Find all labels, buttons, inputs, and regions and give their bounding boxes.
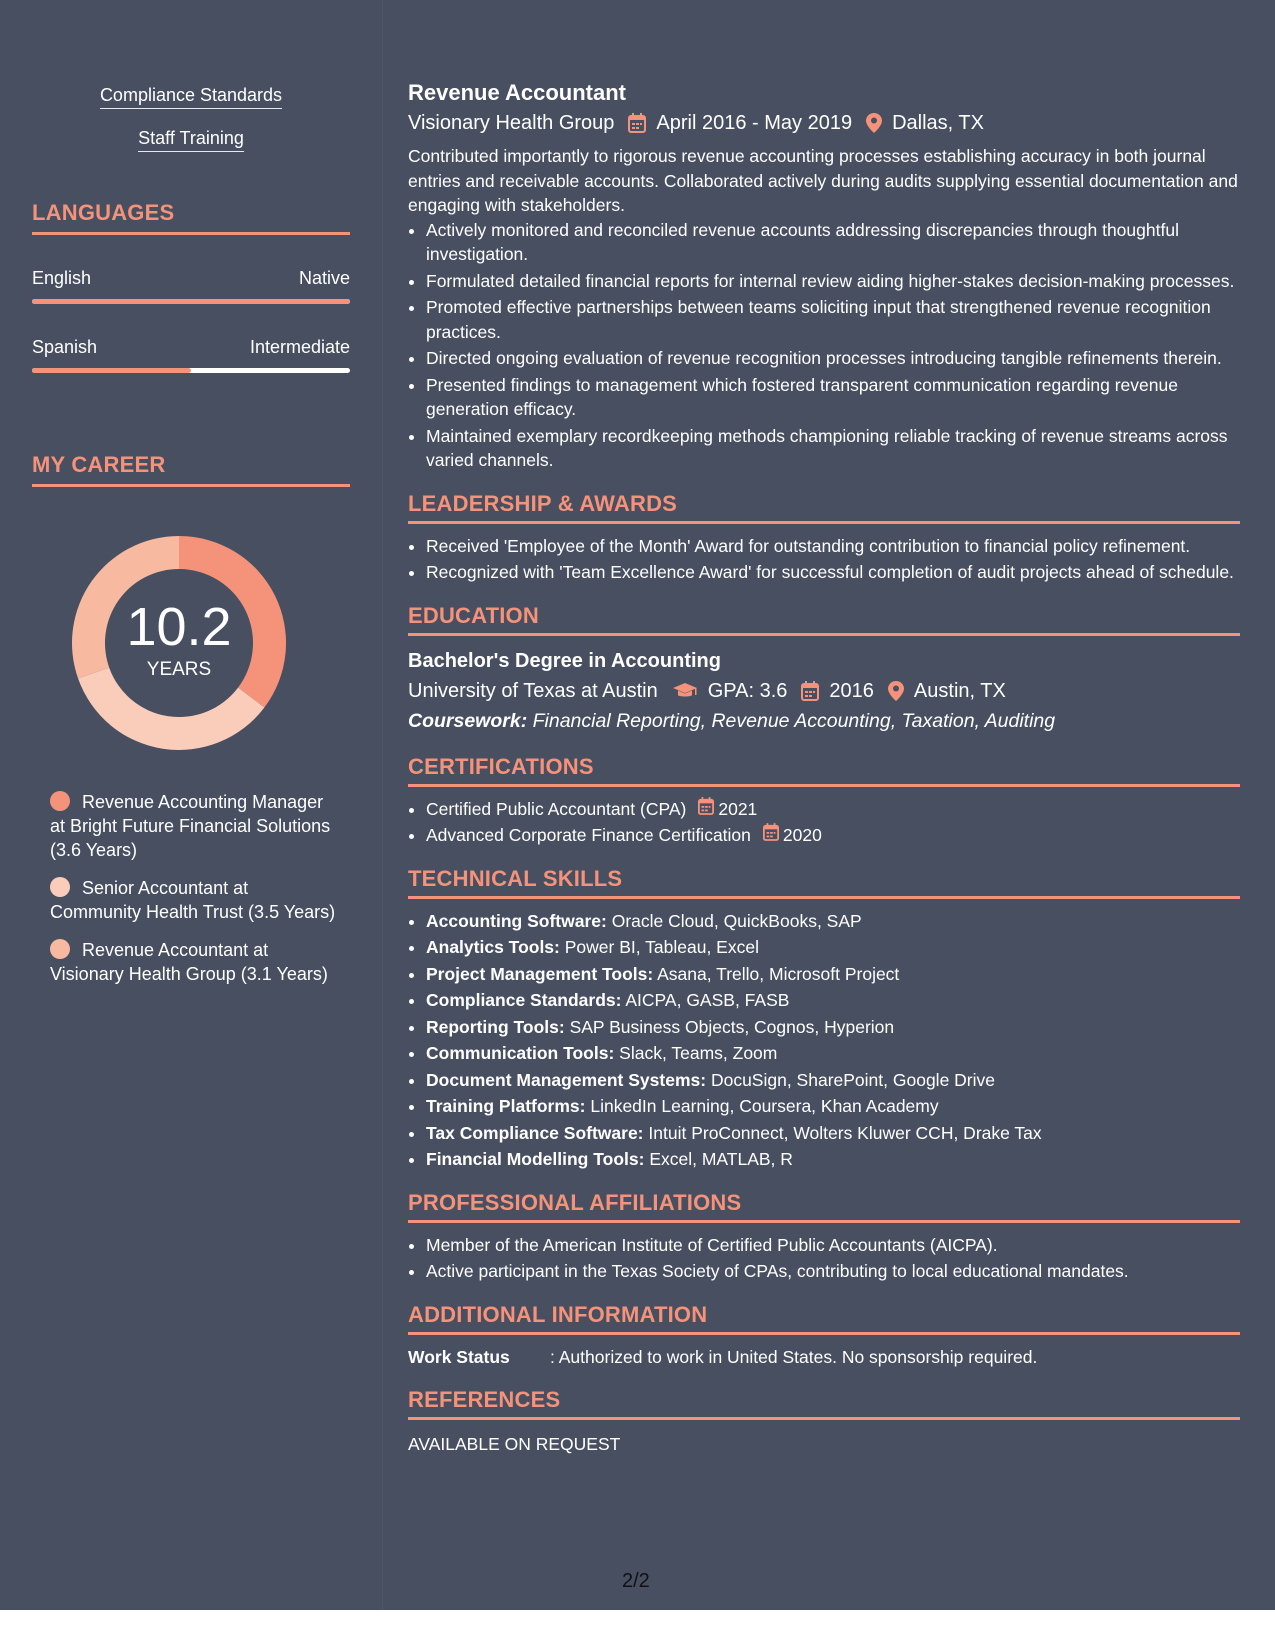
skill-item [426, 962, 1240, 987]
work-status-value: : Authorized to work in United States. No sponsorship required. [550, 1346, 1038, 1367]
skill-item [426, 988, 1240, 1013]
skill-label: Training Platforms: [426, 1096, 586, 1116]
graduation-cap-icon [672, 682, 698, 700]
leadership-item: • Received 'Employee of the Month' Award for outstanding contribution to financial policy refinement. [426, 534, 1240, 559]
affiliations-heading: PROFESSIONAL AFFILIATIONS [408, 1190, 1240, 1223]
main-content [408, 78, 1240, 1456]
career-donut-chart [66, 530, 292, 756]
graduation-year: 2016 [829, 679, 874, 702]
skill-value: AICPA, GASB, FASB [625, 990, 790, 1010]
career-legend [50, 790, 340, 1000]
education-location: Austin, TX [913, 679, 1006, 702]
language-bar-fill [32, 299, 350, 304]
job-location: Dallas, TX [892, 112, 984, 134]
skill-item [426, 1147, 1240, 1172]
skill-item [426, 1094, 1240, 1119]
skill-item [426, 1121, 1240, 1146]
skill-value: Power BI, Tableau, Excel [564, 937, 759, 957]
skill-label: Document Management Systems: [426, 1069, 707, 1090]
affiliation-item: • Active participant in the Texas Society of CPAs, contributing to local educational mandates. [426, 1259, 1240, 1284]
leadership-heading: LEADERSHIP & AWARDS [408, 491, 1240, 524]
skill-value: LinkedIn Learning, Coursera, Khan Academy [590, 1096, 939, 1116]
additional-info-heading: ADDITIONAL INFORMATION [408, 1302, 1240, 1335]
legend-dot [50, 939, 70, 959]
skill-item [426, 1041, 1240, 1066]
education-meta [408, 676, 1240, 706]
affiliation-item: • Member of the American Institute of Certified Public Accountants (AICPA). [426, 1233, 1240, 1258]
coursework-label: Coursework: [408, 709, 528, 732]
language-name: Spanish [32, 337, 98, 357]
skill-label: Financial Modelling Tools: [426, 1149, 645, 1169]
certifications-heading: CERTIFICATIONS [408, 754, 1240, 787]
career-legend-item [50, 876, 340, 924]
education-heading: EDUCATION [408, 603, 1240, 636]
certification-year: 2021 [718, 798, 758, 819]
skill-label: Accounting Software: [426, 910, 607, 931]
skill-value: Intuit ProConnect, Wolters Kluwer CCH, Drake Tax [648, 1122, 1042, 1143]
skill-value: Oracle Cloud, QuickBooks, SAP [611, 910, 862, 931]
skill-value: Excel, MATLAB, R [649, 1149, 793, 1169]
legend-label: Senior Accountant at Community Health Trust (3.5 Years) [50, 878, 336, 922]
coursework [408, 706, 1240, 736]
affiliations-list [408, 1233, 1240, 1284]
skill-label: Compliance Standards: [426, 990, 622, 1010]
tag-label: Compliance Standards [100, 84, 282, 109]
certification-item [426, 823, 1240, 848]
skill-item [426, 1068, 1240, 1093]
skill-label: Analytics Tools: [426, 937, 560, 957]
language-name: English [32, 268, 92, 288]
tag-staff-training[interactable] [32, 127, 350, 152]
column-divider [382, 0, 383, 1610]
skill-item [426, 1015, 1240, 1040]
skill-item [426, 909, 1240, 934]
job-meta [408, 108, 1240, 138]
job-summary: Contributed importantly to rigorous revenue accounting processes establishing accuracy in both journal entries and receivable accounts. Collaborated actively during audits supplying essential documentation and engaging with stakeholders. [408, 146, 1238, 215]
references-text: AVAILABLE ON REQUEST [408, 1433, 621, 1454]
legend-label: Revenue Accounting Manager at Bright Future Financial Solutions (3.6 Years) [50, 792, 331, 860]
calendar-icon [698, 797, 714, 822]
career-legend-item [50, 790, 340, 862]
leadership-item: • Recognized with 'Team Excellence Award' for successful completion of audit projects ahead of schedule. [426, 560, 1240, 585]
degree-title: Bachelor's Degree in Accounting [408, 649, 721, 672]
career-unit: YEARS [146, 659, 212, 680]
language-english [32, 268, 350, 289]
skills-heading: TECHNICAL SKILLS [408, 866, 1240, 899]
certification-name: • Certified Public Accountant (CPA) [426, 798, 687, 819]
skill-item [426, 935, 1240, 960]
donut-center [66, 530, 292, 756]
skill-label: Project Management Tools: [426, 963, 654, 984]
skill-label: Tax Compliance Software: [426, 1122, 644, 1143]
language-bar-fill [32, 368, 191, 373]
certification-year: 2020 [782, 825, 822, 845]
language-level: Native [298, 268, 350, 288]
job-bullet: • Formulated detailed financial reports for internal review aiding higher-stakes decision-making processes. [426, 269, 1240, 294]
job-bullet: • Promoted effective partnerships between teams soliciting input that strengthened revenue recognition practices. [426, 295, 1240, 344]
location-pin-icon [866, 113, 882, 133]
career-legend-item [50, 938, 340, 986]
career-total: 10.2 [126, 597, 232, 657]
job-bullets [408, 218, 1240, 473]
legend-dot [50, 791, 70, 811]
calendar-icon [628, 113, 646, 133]
job-bullet: • Actively monitored and reconciled revenue accounts addressing discrepancies through thoughtful investigation. [426, 218, 1240, 267]
references-heading: REFERENCES [408, 1387, 1240, 1420]
skill-value: DocuSign, SharePoint, Google Drive [710, 1069, 995, 1090]
language-spanish [32, 337, 350, 358]
legend-dot [50, 877, 70, 897]
work-status-label: Work Status [408, 1346, 510, 1367]
location-pin-icon [888, 681, 904, 701]
skills-list [408, 909, 1240, 1172]
skill-value: Asana, Trello, Microsoft Project [657, 963, 900, 984]
calendar-icon [763, 823, 779, 848]
career-heading: MY CAREER [32, 452, 350, 487]
language-bar-spanish [32, 368, 350, 373]
leadership-list [408, 534, 1240, 585]
certifications-list [408, 797, 1240, 848]
tag-label: Staff Training [138, 127, 244, 152]
language-level: Intermediate [249, 337, 350, 357]
sidebar [32, 0, 350, 1610]
languages-heading: LANGUAGES [32, 200, 350, 235]
legend-label: Revenue Accountant at Visionary Health Group (3.1 Years) [50, 940, 328, 984]
job-dates: April 2016 - May 2019 [656, 112, 853, 134]
skill-value: SAP Business Objects, Cognos, Hyperion [569, 1016, 895, 1037]
job-bullet: • Directed ongoing evaluation of revenue recognition processes introducing tangible refinements therein. [426, 346, 1240, 371]
tag-compliance-standards[interactable] [32, 84, 350, 109]
work-status-row [408, 1345, 1240, 1369]
skill-value: Slack, Teams, Zoom [619, 1043, 778, 1063]
certification-name: • Advanced Corporate Finance Certification [426, 825, 751, 845]
skill-label: Reporting Tools: [426, 1016, 565, 1037]
school-name: University of Texas at Austin [408, 679, 658, 702]
coursework-value: Financial Reporting, Revenue Accounting, Taxation, Auditing [532, 709, 1056, 732]
certification-item [426, 797, 1240, 822]
job-bullet: • Presented findings to management which fostered transparent communication regarding revenue generation efficacy. [426, 373, 1240, 422]
company-name: Visionary Health Group [408, 112, 615, 134]
gpa: GPA: 3.6 [707, 679, 788, 702]
job-title: Revenue Accountant [408, 80, 627, 105]
job-bullet: • Maintained exemplary recordkeeping methods championing reliable tracking of revenue streams across varied channels. [426, 424, 1240, 473]
calendar-icon [801, 681, 819, 701]
language-bar-english [32, 299, 350, 304]
page-number: 2/2 [622, 1570, 650, 1592]
skill-label: Communication Tools: [426, 1043, 615, 1063]
